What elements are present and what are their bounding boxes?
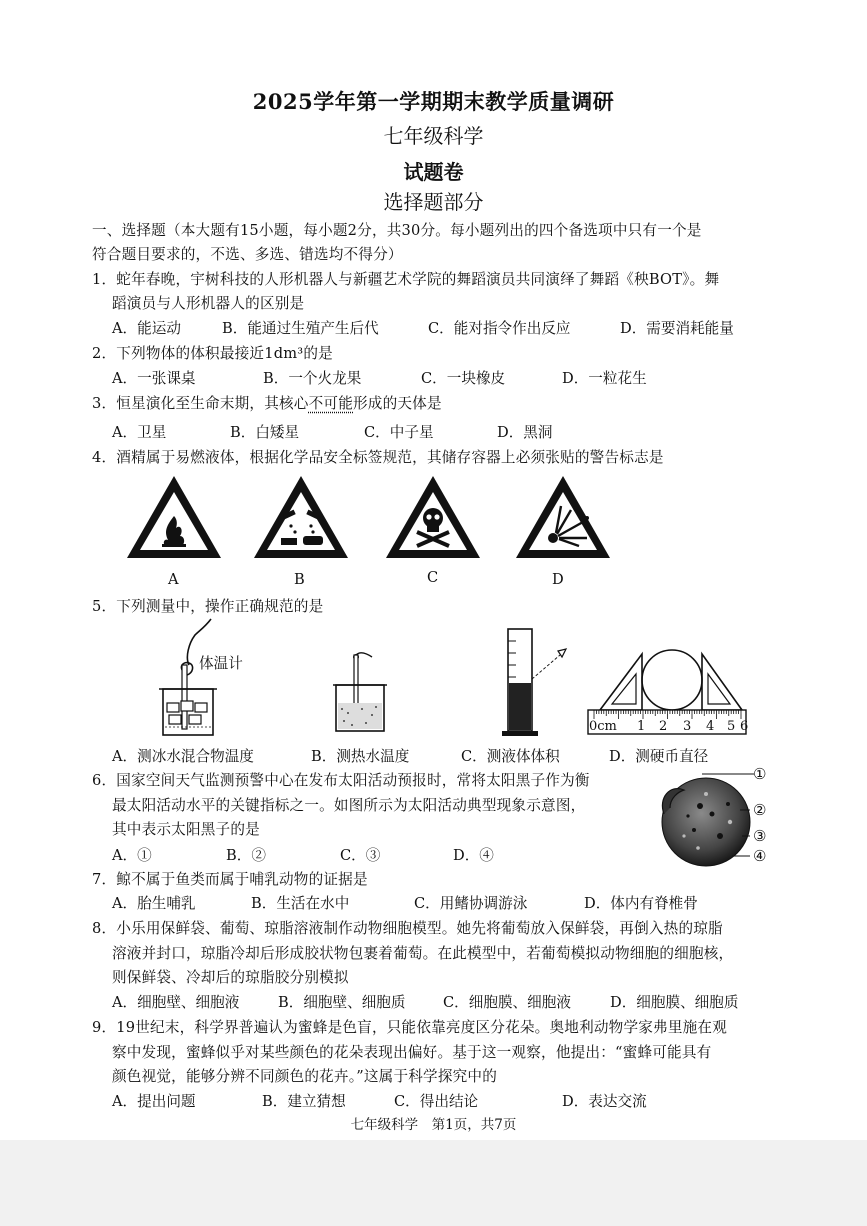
ruler-tick-1: 1 bbox=[637, 719, 646, 734]
q3-emphasis: 不可能 bbox=[308, 395, 353, 412]
q4-line-1: 4．酒精属于易燃液体，根据化学品安全标签规范，其储存容器上必须张贴的警告标志是 bbox=[92, 449, 664, 466]
q5-option-c: C．测液体体积 bbox=[461, 748, 560, 765]
graduated-cylinder-figure bbox=[502, 627, 576, 739]
q8-line-2: 溶液并封口，琼脂冷却后形成胶状物包裹着葡萄。在此模型中，若葡萄模拟动物细胞的细胞核， bbox=[112, 945, 734, 962]
sun-marker-4: ④ bbox=[753, 847, 767, 865]
page-footer: 七年级科学 第1页，共7页 bbox=[350, 1117, 517, 1133]
instructions-line-2: 符合题目要求的，不选、多选、错选均不得分） bbox=[92, 246, 403, 263]
q8-option-d: D．细胞膜、细胞质 bbox=[610, 994, 739, 1011]
q1-option-b: B．能通过生殖产生后代 bbox=[222, 320, 379, 337]
q6-option-a: A．① bbox=[112, 847, 152, 864]
sun-activity-figure bbox=[640, 764, 760, 872]
explosive-warning-icon bbox=[513, 472, 613, 562]
q4-option-a: A bbox=[168, 571, 179, 588]
q3-text-part-1: 3．恒星演化至生命末期，其核心 bbox=[92, 395, 309, 412]
q3-option-b: B．白矮星 bbox=[230, 424, 300, 441]
ruler-tick-5: 5 bbox=[727, 719, 736, 734]
sun-marker-2: ② bbox=[753, 801, 767, 819]
q7-option-c: C．用鳍协调游泳 bbox=[414, 895, 528, 912]
q2-option-a: A．一张课桌 bbox=[112, 370, 196, 387]
q5-option-a: A．测冰水混合物温度 bbox=[112, 748, 254, 765]
toxic-warning-icon bbox=[383, 472, 483, 562]
instructions-line-1: 一、选择题（本大题有15小题，每小题2分，共30分。每小题列出的四个备选项中只有一个是 bbox=[92, 222, 702, 239]
page-margin-below bbox=[0, 1140, 867, 1226]
q9-option-c: C．得出结论 bbox=[394, 1093, 479, 1110]
q3-option-c: C．中子星 bbox=[364, 424, 434, 441]
q1-line-2: 蹈演员与人形机器人的区别是 bbox=[112, 295, 305, 312]
q5-option-d: D．测硬币直径 bbox=[609, 748, 709, 765]
q6-option-b: B．② bbox=[226, 847, 266, 864]
q9-option-a: A．提出问题 bbox=[112, 1093, 196, 1110]
q9-option-b: B．建立猜想 bbox=[262, 1093, 346, 1110]
q8-line-3: 则保鲜袋、冷却后的琼脂胶分别模拟 bbox=[112, 969, 349, 986]
ruler-tick-2: 2 bbox=[659, 719, 668, 734]
q7-option-b: B．生活在水中 bbox=[251, 895, 350, 912]
q4-option-b: B bbox=[294, 571, 305, 588]
q9-line-1: 9．19世纪末，科学界普遍认为蜜蜂是色盲，只能依靠亮度区分花朵。奥地利动物学家弗里施在观 bbox=[92, 1019, 728, 1036]
q3-text-part-2: 形成的天体是 bbox=[353, 395, 442, 412]
exam-subject: 七年级科学 bbox=[383, 124, 484, 148]
q7-option-a: A．胎生哺乳 bbox=[112, 895, 196, 912]
q2-option-d: D．一粒花生 bbox=[562, 370, 647, 387]
hot-water-beaker-figure bbox=[332, 645, 392, 737]
paper-label: 试题卷 bbox=[403, 160, 464, 184]
corrosive-warning-icon bbox=[251, 472, 351, 562]
q8-option-b: B．细胞壁、细胞质 bbox=[278, 994, 406, 1011]
q8-option-a: A．细胞壁、细胞液 bbox=[112, 994, 240, 1011]
q4-option-c: C bbox=[427, 569, 439, 586]
q2-line-1: 2．下列物体的体积最接近1dm³的是 bbox=[92, 345, 333, 362]
q2-option-c: C．一块橡皮 bbox=[421, 370, 506, 387]
q6-option-d: D．④ bbox=[453, 847, 494, 864]
sun-marker-3: ③ bbox=[753, 827, 767, 845]
q7-line-1: 7．鲸不属于鱼类而属于哺乳动物的证据是 bbox=[92, 871, 368, 888]
ice-beaker-figure bbox=[155, 617, 225, 739]
q1-option-d: D．需要消耗能量 bbox=[620, 320, 734, 337]
q9-line-2: 察中发现，蜜蜂似乎对某些颜色的花朵表现出偏好。基于这一观察，他提出：“蜜蜂可能具有 bbox=[112, 1044, 712, 1061]
exam-title: 2025学年第一学期期末教学质量调研 bbox=[252, 89, 615, 114]
q4-option-d: D bbox=[552, 571, 564, 588]
ruler-tick-6: 6 bbox=[740, 719, 749, 734]
sun-marker-1: ① bbox=[753, 765, 767, 783]
q1-option-c: C．能对指令作出反应 bbox=[428, 320, 571, 337]
ruler-tick-3: 3 bbox=[683, 719, 692, 734]
q2-option-b: B．一个火龙果 bbox=[263, 370, 362, 387]
q5-option-b: B．测热水温度 bbox=[311, 748, 410, 765]
q3-option-d: D．黑洞 bbox=[497, 424, 553, 441]
q6-line-2: 最太阳活动水平的关键指标之一。如图所示为太阳活动典型现象示意图， bbox=[112, 797, 586, 814]
q6-line-3: 其中表示太阳黑子的是 bbox=[112, 821, 260, 838]
q1-line-1: 1．蛇年春晚，宇树科技的人形机器人与新疆艺术学院的舞蹈演员共同演绎了舞蹈《秧BOT》。舞 bbox=[92, 271, 720, 288]
ruler-tick-4: 4 bbox=[706, 719, 715, 734]
q6-option-c: C．③ bbox=[340, 847, 381, 864]
q6-line-1: 6．国家空间天气监测预警中心在发布太阳活动预报时，常将太阳黑子作为衡 bbox=[92, 772, 590, 789]
thermometer-label: 体温计 bbox=[199, 655, 243, 672]
q3-option-a: A．卫星 bbox=[112, 424, 167, 441]
q9-line-3: 颜色视觉，能够分辨不同颜色的花卉。”这属于科学探究中的 bbox=[112, 1068, 498, 1085]
q7-option-d: D．体内有脊椎骨 bbox=[584, 895, 698, 912]
q1-option-a: A．能运动 bbox=[112, 320, 181, 337]
section-label: 选择题部分 bbox=[383, 190, 484, 214]
flammable-warning-icon bbox=[124, 472, 224, 562]
q8-line-1: 8．小乐用保鲜袋、葡萄、琼脂溶液制作动物细胞模型。她先将葡萄放入保鲜袋，再倒入热的琼脂 bbox=[92, 920, 723, 937]
q3-line-1 bbox=[92, 392, 442, 413]
q9-option-d: D．表达交流 bbox=[562, 1093, 647, 1110]
ruler-zero-label: 0cm bbox=[589, 719, 617, 734]
q8-option-c: C．细胞膜、细胞液 bbox=[443, 994, 571, 1011]
q5-line-1: 5．下列测量中，操作正确规范的是 bbox=[92, 598, 324, 615]
